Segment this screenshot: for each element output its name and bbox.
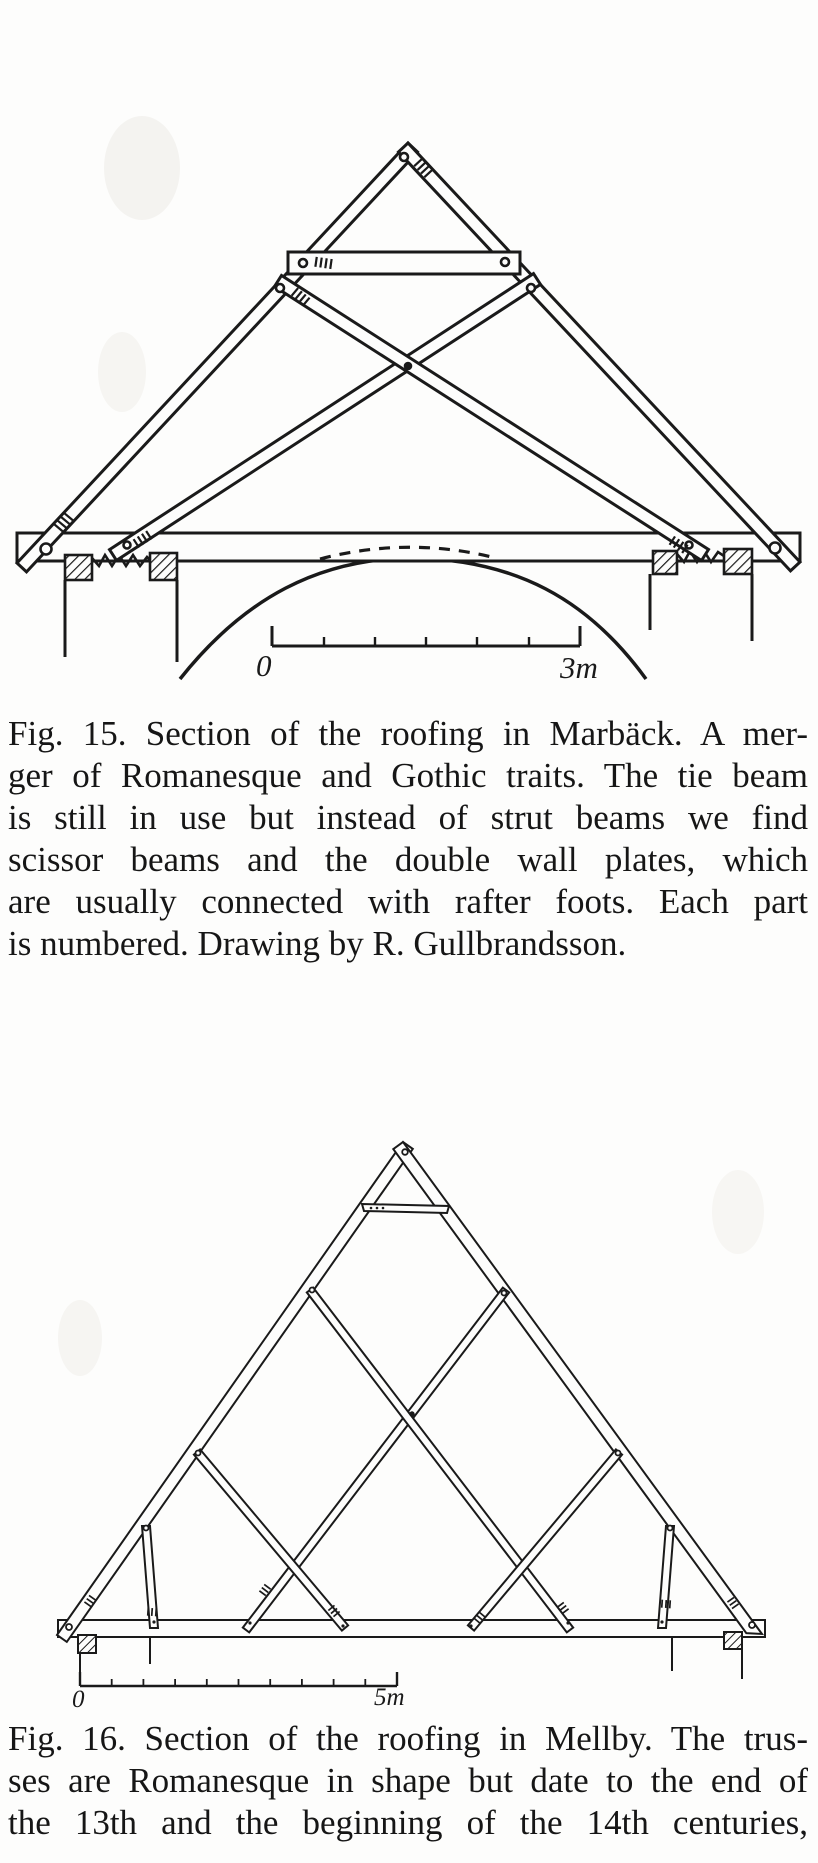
wall-plate-block: [724, 549, 752, 574]
scale-zero-label: 0: [256, 648, 272, 683]
rafter-right: [393, 1142, 762, 1634]
wall-plate-block: [724, 1632, 742, 1649]
fig16-truss-drawing: [0, 1050, 818, 1710]
caption-line: ses are Romanesque in shape but date to the end of: [8, 1761, 808, 1800]
wall-plate-block: [653, 551, 677, 574]
wall-plate-block: [65, 555, 92, 580]
caption-line: is still in use but instead of strut beams we find: [8, 798, 808, 837]
scale-zero-label: 0: [72, 1686, 85, 1710]
caption-line: are usually connected with rafter foots. Each part: [8, 882, 808, 921]
wall-lines: [80, 1637, 742, 1679]
caption-line: scissor beams and the double wall plates, which: [8, 840, 808, 879]
scale-end-label: 3m: [560, 650, 598, 685]
figure-16: [0, 1050, 818, 1844]
caption-line: Fig. 15. Section of the roofing in Marbäck. A mer-: [8, 714, 808, 753]
fig15-caption: [0, 713, 818, 965]
scissor-beam-right: [275, 276, 709, 561]
rafter-left: [17, 143, 418, 572]
caption-line: is numbered. Drawing by R. Gullbrandsson.: [8, 924, 627, 963]
collar-beam: [362, 1204, 449, 1213]
caption-line: ger of Romanesque and Gothic traits. The tie beam: [8, 756, 808, 795]
wall-plate-block: [150, 553, 177, 580]
scan-smudges: [98, 116, 180, 412]
passing-brace-left: [243, 1288, 509, 1633]
rafter-left: [57, 1142, 413, 1642]
peg-holes: [66, 1149, 755, 1630]
scale-end-label: 5m: [374, 1684, 405, 1710]
scale-bar: [80, 1672, 397, 1686]
wall-plate-block: [78, 1635, 96, 1653]
fig16-caption: [0, 1718, 818, 1844]
caption-line: the 13th and the beginning of the 14th centuries,: [8, 1803, 808, 1842]
fig15-truss-drawing: [0, 0, 818, 706]
strut-right: [658, 1526, 674, 1628]
caption-line: Fig. 16. Section of the roofing in Mellby. The trus-: [8, 1719, 808, 1758]
scan-smudges: [58, 1170, 764, 1376]
scale-bar: [272, 626, 580, 646]
rafter-right: [399, 143, 801, 571]
wall-lines: [65, 574, 752, 662]
carpenter-marks: [84, 1584, 738, 1623]
collar-beam: [288, 252, 520, 274]
